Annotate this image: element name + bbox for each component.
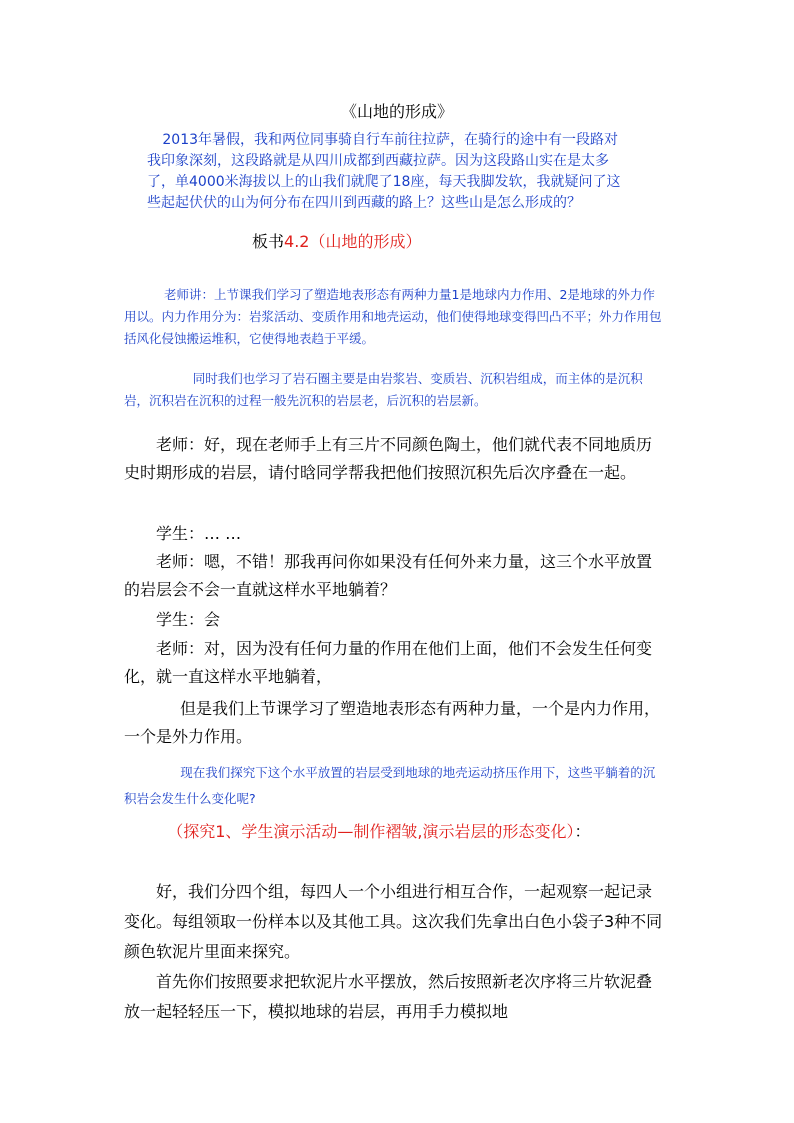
teacher-lecture-text: 老师讲：上节课我们学习了塑造地表形态有两种力量1是地球内力作用、2是地球的外力作用以。内力作用分为：岩浆活动、变质作用和地壳运动，他们使得地球变得凹凸不平；外力作用包括风化侵蚀搬运堆积，它使得地表趋于平缓。 xyxy=(124,287,662,346)
rock-text: 同时我们也学习了岩石圈主要是由岩浆岩、变质岩、沉积岩组成，而主体的是沉积岩，沉积岩在沉积的过程一般先沉积的岩层老，后沉积的岩层新。 xyxy=(124,371,643,408)
teacher-lecture xyxy=(124,284,664,350)
dialogue-teacher-3: 老师：对，因为没有任何力量的作用在他们上面，他们不会发生任何变化，就一直这样水平地躺着， xyxy=(124,639,653,686)
group-paragraph: 好，我们分四个组，每四人一个小组进行相互合作，一起观察一起记录变化。每组领取一份样本以及其他工具。这次我们先拿出白色小袋子3种不同颜色软泥片里面来探究。 xyxy=(124,882,663,961)
dialogue-student-1: 学生：… … xyxy=(156,524,242,543)
explore-question-text: 现在我们探究下这个水平放置的岩层受到地球的地壳运动挤压作用下，这些平躺着的沉积岩会发生什么变化呢? xyxy=(124,765,656,806)
board-text: 4.2（山地的形成） xyxy=(284,232,422,251)
explore-colon: ： xyxy=(574,822,591,841)
intro-paragraph xyxy=(147,130,627,214)
explore-heading xyxy=(124,818,664,846)
first-paragraph: 首先你们按照要求把软泥片水平摆放，然后按照新老次序将三片软泥叠放一起轻轻压一下，模拟地球的岩层，再用手力模拟地 xyxy=(124,972,653,1021)
page-title: 《山地的形成》 xyxy=(340,102,453,121)
dialogue-student-2: 学生：会 xyxy=(156,610,221,629)
board-heading xyxy=(252,230,421,254)
board-label: 板书 xyxy=(252,232,285,251)
explore-title: （探究1、学生演示活动—制作褶皱,演示岩层的形态变化） xyxy=(167,822,575,841)
dialogue-teacher-4: 但是我们上节课学习了塑造地表形态有两种力量，一个是内力作用，一个是外力作用。 xyxy=(124,699,661,746)
explore-question xyxy=(124,760,664,812)
rock-paragraph xyxy=(124,368,664,412)
dialogue-teacher-2: 老师：嗯，不错！那我再问你如果没有任何外来力量，这三个水平放置的岩层会不会一直就这样水平地躺着？ xyxy=(124,552,653,599)
intro-text: 2013年暑假，我和两位同事骑自行车前往拉萨，在骑行的途中有一段路对我印象深刻，这段路就是从四川成都到西藏拉萨。因为这段路山实在是太多了，单4000米海拔以上的山我们就爬了18座，每天我脚发软，我就疑问了这些起起伏伏的山为何分布在四川到西藏的路上？这些山是怎么形成的？ xyxy=(147,132,621,211)
dialogue-teacher-1: 老师：好，现在老师手上有三片不同颜色陶土，他们就代表不同地质历史时期形成的岩层，请付晗同学帮我把他们按照沉积先后次序叠在一起。 xyxy=(124,435,653,482)
